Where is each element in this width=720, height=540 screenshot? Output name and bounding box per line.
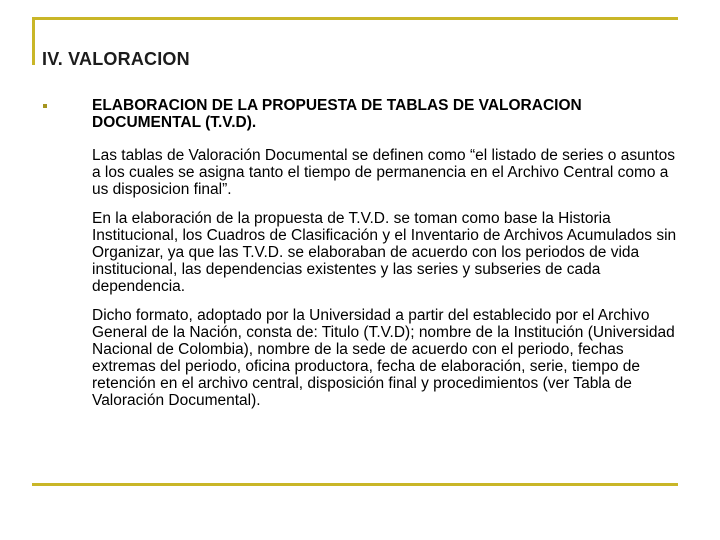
- paragraph-basis: En la elaboración de la propuesta de T.V.D. se toman como base la Historia Institucional, los Cuadros de Clasificación y el Inventario de Archivos Acumulados sin Organizar, ya que las T.V.D. se elaboraban de acuerdo con los periodos de vida institucional, las dependencias existentes y las series y subseries de cada dependencia.: [92, 210, 677, 295]
- paragraph-format: Dicho formato, adoptado por la Universidad a partir del establecido por el Archivo General de la Nación, consta de: Titulo (T.V.D); nombre de la Institución (Universidad Nacional de Colombia), nombre de la sede de acuerdo con el periodo, fechas extremas del periodo, oficina productora, fecha de elaboración, serie, tiempo de retención en el archivo central, disposición final y procedimientos (ver Tabla de Valoración Documental).: [92, 307, 675, 409]
- slide-body: [92, 97, 686, 421]
- left-rule: [32, 17, 35, 65]
- slide-title: IV. VALORACION: [42, 49, 190, 69]
- top-rule: [32, 17, 678, 20]
- bottom-rule: [32, 483, 678, 486]
- bullet-marker: [43, 104, 47, 108]
- paragraph-definition: Las tablas de Valoración Documental se definen como “el listado de series o asuntos a los cuales se asigna tanto el tiempo de permanencia en el Archivo Central como a us disposicion final”.: [92, 147, 676, 198]
- section-heading: ELABORACION DE LA PROPUESTA DE TABLAS DE VALORACION DOCUMENTAL (T.V.D).: [92, 97, 582, 131]
